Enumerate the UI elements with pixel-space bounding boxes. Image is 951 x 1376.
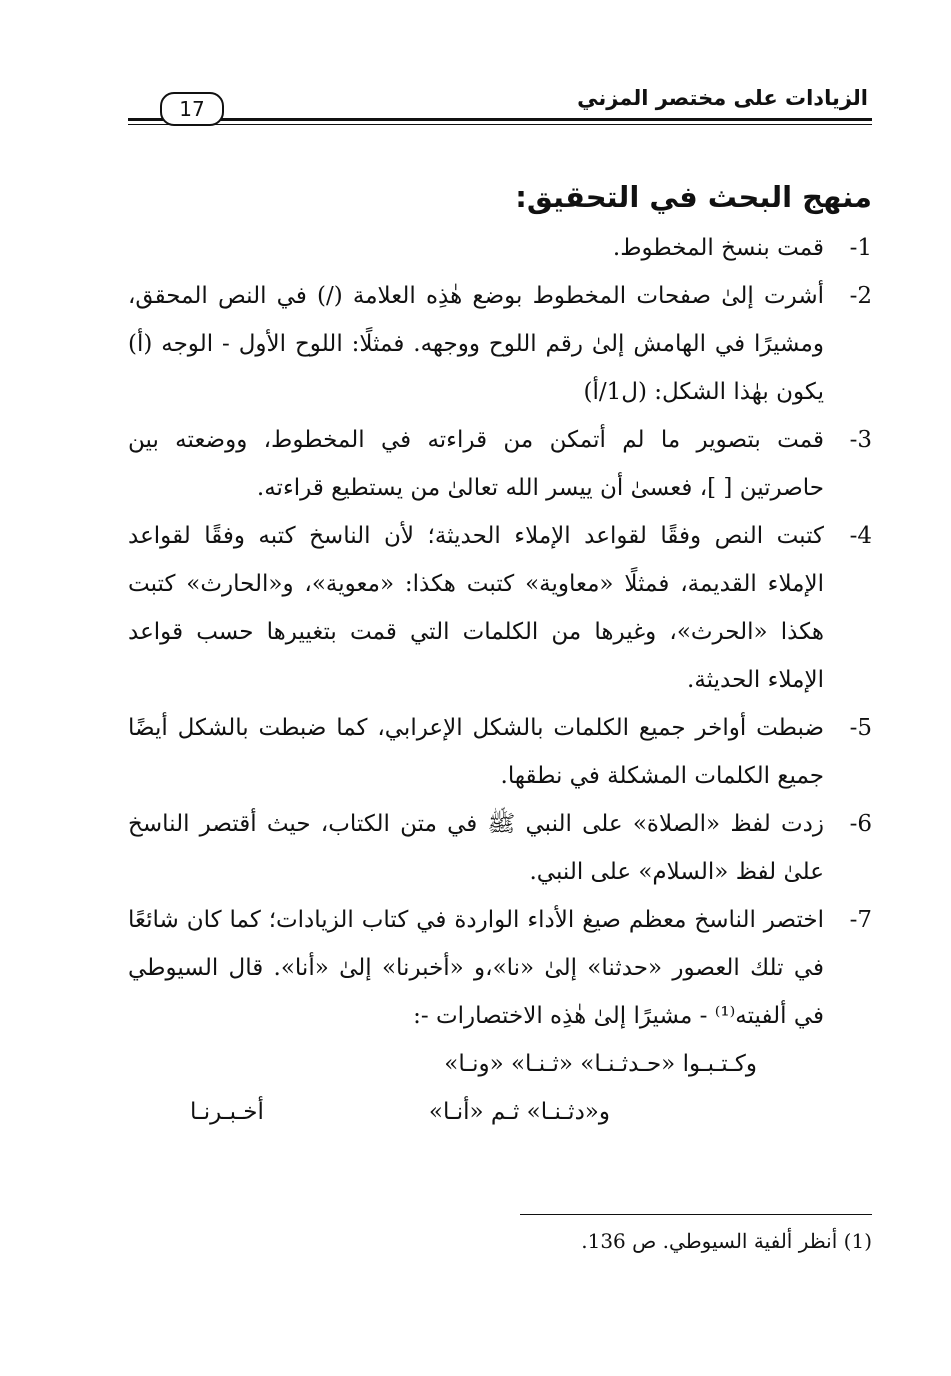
item-text: قمت بنسخ المخطوط. (612, 235, 824, 261)
item-text: أشرت إلىٰ صفحات المخطوط بوضع هٰذِه العلامة (/) في النص المحقق، ومشيرًا في الهامش إلىٰ رقم اللوح ووجهه. فمثلًا: اللوح الأول - الوجه (أ) يكون بهٰذا الشكل: (ل1/أ) (128, 283, 824, 405)
item-text: كتبت النص وفقًا لقواعد الإملاء الحديثة؛ لأن الناسخ كتبه وفقًا لقواعد الإملاء القديمة، فمثلًا «معاوية» كتبت هكذا: «معوية»، و«الحارث» كتبت هكذا «الحرث»، وغيرها من الكلمات التي قمت بتغييرها حسب قواعد الإملاء الحديثة. (128, 523, 824, 693)
methodology-list (128, 224, 872, 1040)
item-number: 3- (849, 427, 872, 453)
item-number: 1- (849, 235, 872, 261)
page-number: 17 (160, 92, 224, 126)
verse-line-2 (128, 1088, 872, 1144)
footnote-separator (520, 1214, 872, 1215)
item-text: ضبطت أواخر جميع الكلمات بالشكل الإعرابي، كما ضبطت بالشكل أيضًا جميع الكلمات المشكلة في نطقها. (128, 715, 824, 789)
list-item (128, 800, 872, 896)
verse-hemistich-left: أخـبـرنـا (190, 1099, 264, 1125)
page-header (128, 84, 872, 130)
item-number: 4- (849, 523, 872, 549)
list-item (128, 512, 872, 704)
list-item (128, 272, 872, 416)
running-title: الزيادات على مختصر المزني (577, 86, 868, 110)
item-text: زدت لفظ «الصلاة» على النبي ﷺ في متن الكتاب، حيث أقتصر الناسخ علىٰ لفظ «السلام» على النبي. (128, 811, 824, 885)
list-item (128, 704, 872, 800)
header-rule (128, 118, 872, 121)
item-number: 6- (849, 811, 872, 837)
item-text: اختصر الناسخ معظم صيغ الأداء الواردة في كتاب الزيادات؛ كما كان شائعًا في تلك العصور «حدثنا» إلىٰ «نا»،و «أخبرنا» إلىٰ «أنا». قال السيوطي في ألفيته⁽¹⁾ - مشيرًا إلىٰ هٰذِه الاختصارات -: (128, 907, 824, 1029)
main-content (128, 172, 872, 1144)
list-item (128, 416, 872, 512)
list-item (128, 224, 872, 272)
item-text: قمت بتصوير ما لم أتمكن من قراءته في المخطوط، ووضعته بين حاصرتين [ ]، فعسىٰ أن ييسر الله تعالىٰ من يستطيع قراءته. (128, 427, 824, 501)
item-number: 7- (849, 907, 872, 933)
header-rule-thin (128, 124, 872, 125)
verse-line-1: وكـتـبـوا «حـدثـنـا» «ثـنـا» «ونـا» (444, 1051, 757, 1077)
item-number: 2- (849, 283, 872, 309)
list-item (128, 896, 872, 1040)
section-heading: منهج البحث في التحقيق: (515, 180, 872, 214)
item-number: 5- (849, 715, 872, 741)
footnote: (1) أنظر ألفية السيوطي. ص 136. (581, 1229, 872, 1253)
verse-hemistich-right: و«دثـنـا» ثـم «أنـا» (428, 1099, 610, 1125)
